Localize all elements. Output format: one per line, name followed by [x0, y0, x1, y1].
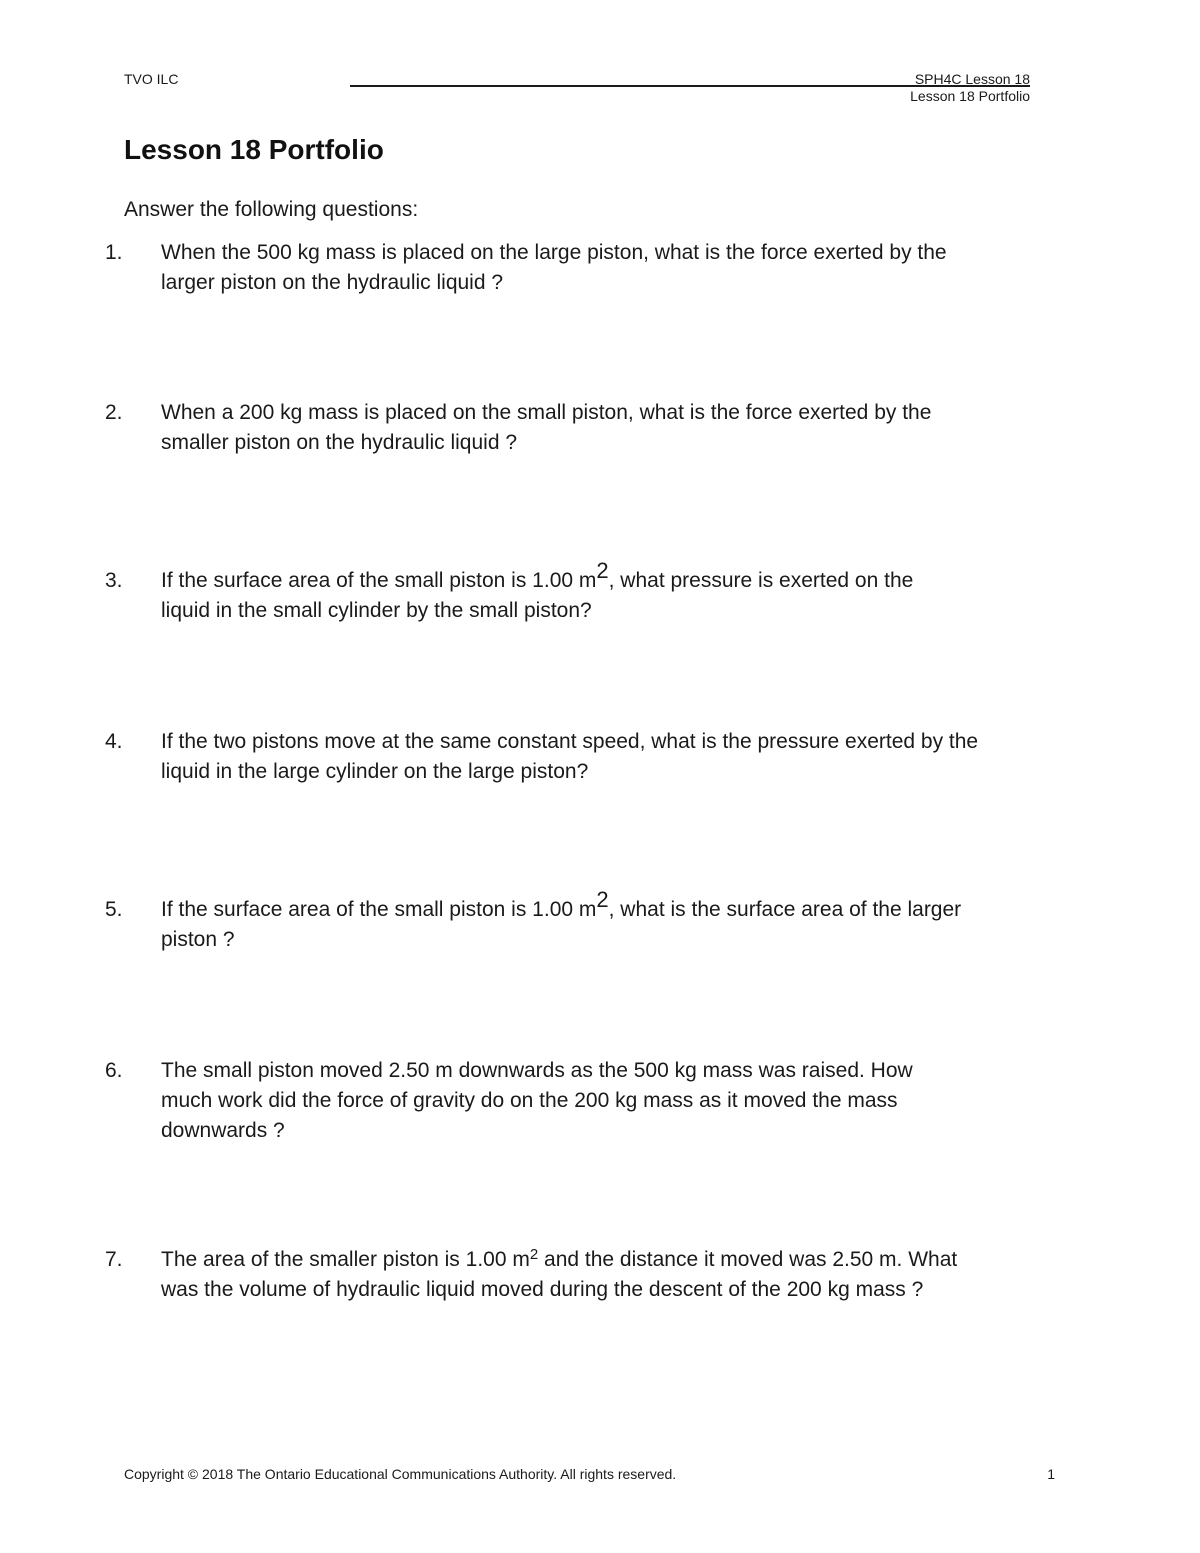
question-7: [105, 1245, 1065, 1305]
superscript: 2: [596, 887, 609, 912]
question-6: [105, 1056, 1065, 1146]
header-subtitle: Lesson 18 Portfolio: [910, 88, 1030, 104]
question-1: [105, 238, 1065, 298]
question-line: [161, 887, 1065, 925]
question-line: If the two pistons move at the same constant speed, what is the pressure exerted by the: [161, 730, 979, 753]
intro-text: Answer the following questions:: [124, 198, 419, 221]
question-line-start: If the surface area of the small piston is 1.00 m: [161, 569, 597, 592]
question-line: larger piston on the hydraulic liquid ?: [161, 271, 504, 294]
question-4: [105, 727, 1065, 787]
superscript: 2: [529, 1246, 539, 1263]
question-2: [105, 398, 1065, 458]
question-text: [161, 558, 1065, 626]
question-line: When the 500 kg mass is placed on the large piston, what is the force exerted by the: [161, 241, 947, 264]
header-course: SPH4C Lesson 18: [914, 71, 1030, 87]
header-right: [910, 71, 1030, 105]
question-5: [105, 887, 1065, 955]
question-line: [161, 558, 1065, 596]
question-number: 7.: [105, 1248, 123, 1271]
superscript: 2: [596, 558, 609, 583]
question-line: was the volume of hydraulic liquid moved during the descent of the 200 kg mass ?: [161, 1278, 924, 1301]
question-line-end: and the distance it moved was 2.50 m. What: [538, 1248, 958, 1271]
question-text: [161, 1245, 1065, 1305]
question-number: 1.: [105, 241, 123, 264]
question-line: [161, 1245, 1065, 1275]
question-line: downwards ?: [161, 1119, 285, 1142]
question-line: liquid in the large cylinder on the large piston?: [161, 760, 589, 783]
question-line: much work did the force of gravity do on the 200 kg mass as it moved the mass: [161, 1089, 898, 1112]
question-line: piston ?: [161, 928, 235, 951]
question-text: [161, 727, 1065, 787]
question-text: [161, 887, 1065, 955]
question-3: [105, 558, 1065, 626]
question-number: 6.: [105, 1059, 123, 1082]
question-line-start: The area of the smaller piston is 1.00 m: [161, 1248, 530, 1271]
page-title: Lesson 18 Portfolio: [124, 134, 384, 165]
question-number: 5.: [105, 898, 123, 921]
question-text: [161, 238, 1065, 298]
question-line: smaller piston on the hydraulic liquid ?: [161, 431, 518, 454]
question-number: 3.: [105, 569, 123, 592]
question-line: liquid in the small cylinder by the small piston?: [161, 599, 592, 622]
footer-copyright: Copyright © 2018 The Ontario Educational Communications Authority. All rights reserved.: [124, 1466, 677, 1482]
question-line-end: , what is the surface area of the larger: [608, 898, 962, 921]
question-text: [161, 1056, 1065, 1146]
question-line-start: If the surface area of the small piston is 1.00 m: [161, 898, 597, 921]
question-line: When a 200 kg mass is placed on the small piston, what is the force exerted by the: [161, 401, 932, 424]
header-org: TVO ILC: [124, 71, 179, 87]
question-text: [161, 398, 1065, 458]
question-number: 4.: [105, 730, 123, 753]
question-line: The small piston moved 2.50 m downwards as the 500 kg mass was raised. How: [161, 1059, 913, 1082]
question-line-end: , what pressure is exerted on the: [608, 569, 914, 592]
page-number: 1: [1047, 1466, 1055, 1482]
question-number: 2.: [105, 401, 123, 424]
